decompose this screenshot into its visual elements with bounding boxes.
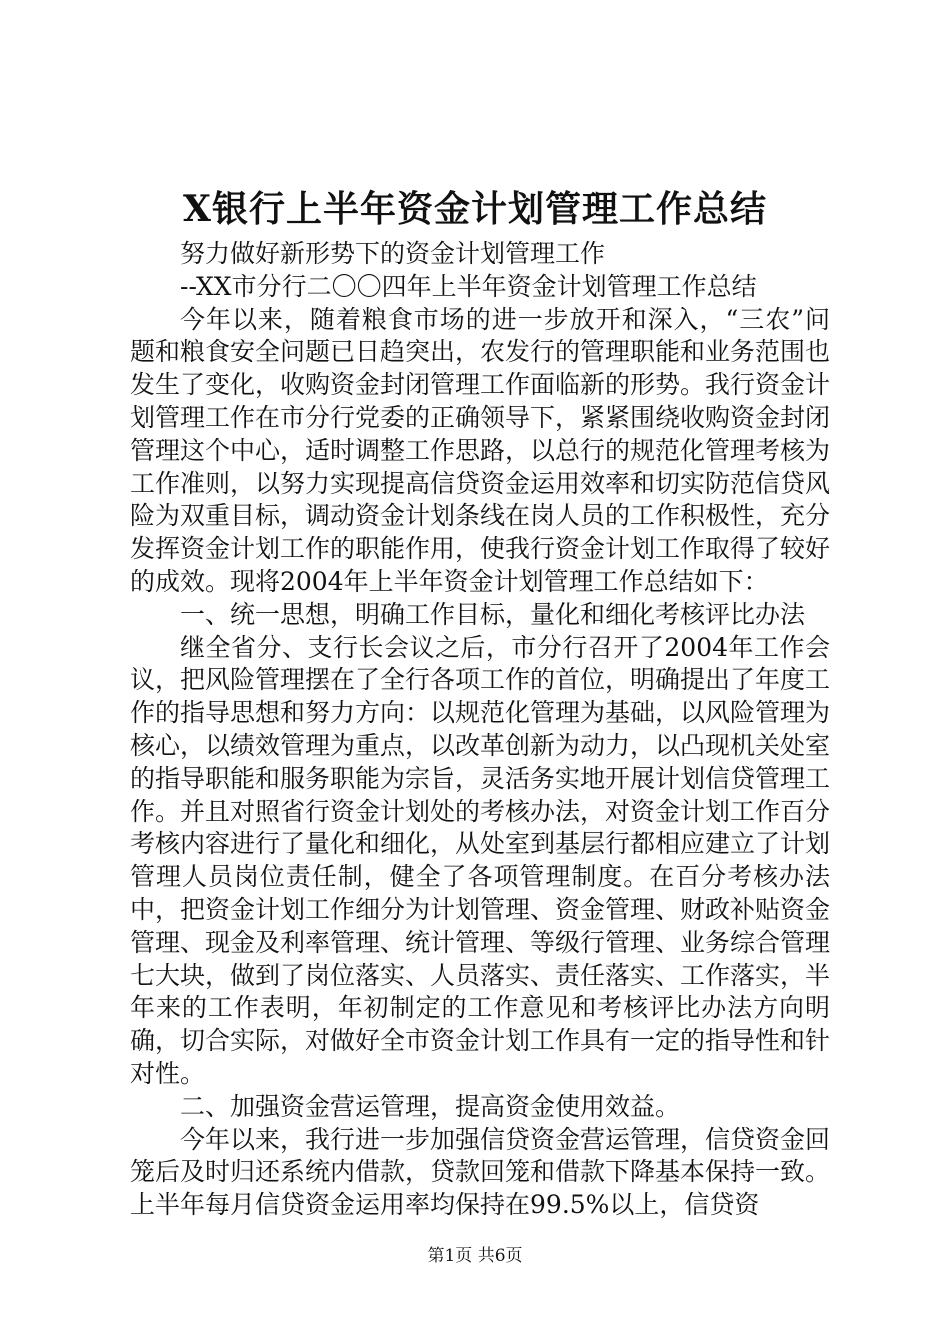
document-title: X银行上半年资金计划管理工作总结 xyxy=(183,188,767,230)
subtitle-dash-line: --XX市分行二〇〇四年上半年资金计划管理工作总结 xyxy=(180,271,757,301)
document-body xyxy=(130,238,830,1222)
section-heading-1: 一、统一思想，明确工作目标，量化和细化考核评比办法 xyxy=(180,599,806,629)
paragraph-section-1: 继全省分、支行长会议之后，市分行召开了2004年工作会议，把风险管理摆在了全行各项工作的首位，明确提出了年度工作的指导思想和努力方向：以规范化管理为基础，以风险管理为核心，以绩效管理为重点，以改革创新为动力，以凸现机关处室的指导职能和服务职能为宗旨，灵活务实地开展计划信贷管理工作。并且对照省行资金计划处的考核办法，对资金计划工作百分考核内容进行了量化和细化，从处室到基层行都相应建立了计划管理人员岗位责任制，健全了各项管理制度。在百分考核办法中，把资金计划工作细分为计划管理、资金管理、财政补贴资金管理、现金及利率管理、统计管理、等级行管理、业务综合管理七大块，做到了岗位落实、人员落实、责任落实、工作落实，半年来的工作表明，年初制定的工作意见和考核评比办法方向明确，切合实际，对做好全市资金计划工作具有一定的指导性和针对性。 xyxy=(130,632,831,1088)
paragraph-intro: 今年以来，随着粮食市场的进一步放开和深入，“三农”问题和粮食安全问题已日趋突出，农发行的管理职能和业务范围也发生了变化，收购资金封闭管理工作面临新的形势。我行资金计划管理工作在市分行党委的正确领导下，紧紧围绕收购资金封闭管理这个中心，适时调整工作思路，以总行的规范化管理考核为工作准则，以努力实现提高信贷资金运用效率和切实防范信贷风险为双重目标，调动资金计划条线在岗人员的工作积极性，充分发挥资金计划工作的职能作用，使我行资金计划工作取得了较好的成效。现将2004年上半年资金计划管理工作总结如下： xyxy=(130,304,831,596)
subtitle: 努力做好新形势下的资金计划管理工作 xyxy=(180,239,606,268)
paragraph-section-2: 今年以来，我行进一步加强信贷资金营运管理，信贷资金回笼后及时归还系统内借款，贷款回笼和借款下降基本保持一致。上半年每月信贷资金运用率均保持在99.5%以上，信贷资 xyxy=(130,1124,831,1220)
page-number-footer: 第1页 共6页 xyxy=(427,1246,523,1266)
section-heading-2: 二、加强资金营运管理，提高资金使用效益。 xyxy=(180,1091,681,1121)
